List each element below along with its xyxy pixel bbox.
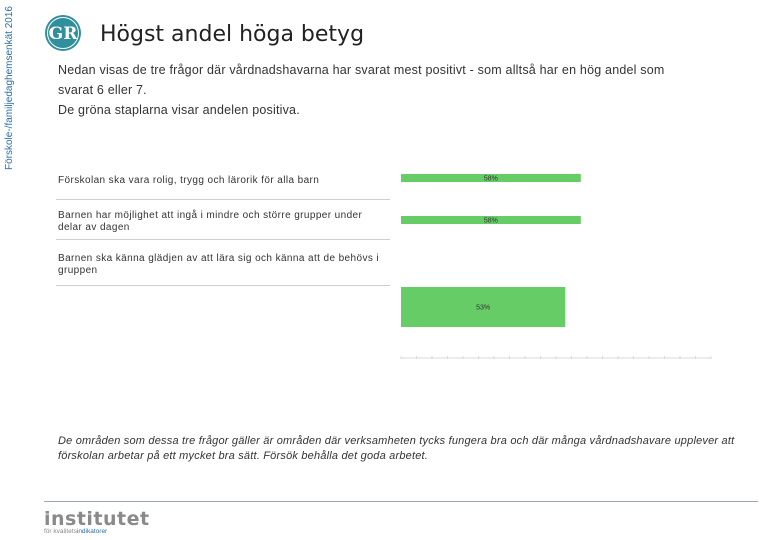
conclusion-text: De områden som dessa tre frågor gäller är områden där verksamheten tycks fungera bra och där många vårdnadshavare upplever att förskolan arbetar på ett mycket bra sätt. Försök behålla det goda arbetet.	[58, 435, 735, 462]
footer-tagline: för kvalitetsindikatorer	[44, 528, 108, 535]
page-title: Högst andel höga betyg	[100, 22, 365, 47]
bar-value-label: 53%	[476, 304, 491, 312]
gr-logo-text: GR	[48, 24, 78, 44]
gr-logo	[44, 14, 82, 52]
footer-divider	[44, 501, 758, 502]
bar-value-label: 58%	[483, 217, 498, 225]
bar-chart	[395, 160, 725, 365]
intro-line: De gröna staplarna visar andelen positiva.	[58, 103, 300, 117]
row-divider	[56, 239, 390, 240]
intro-line: svarat 6 eller 7.	[58, 83, 147, 97]
row-divider	[56, 199, 390, 200]
row-divider	[56, 285, 390, 286]
question-label: Barnen har möjlighet att ingå i mindre och större grupper under delar av dagen	[58, 210, 363, 233]
bar-value-label: 58%	[483, 175, 498, 183]
institutet-logo	[44, 510, 150, 536]
question-label: Förskolan ska vara rolig, trygg och lärorik för alla barn	[58, 175, 320, 186]
question-label: Barnen ska känna glädjen av att lära sig och känna att de behövs i gruppen	[58, 253, 380, 276]
survey-side-label: Förskole-/familjedaghemsenkät 2016	[4, 6, 15, 170]
intro-text	[58, 60, 718, 120]
intro-line: Nedan visas de tre frågor där vårdnadshavarna har svarat mest positivt - som alltså har en hög andel som	[58, 63, 665, 77]
footer-brand: institutet	[44, 508, 150, 530]
